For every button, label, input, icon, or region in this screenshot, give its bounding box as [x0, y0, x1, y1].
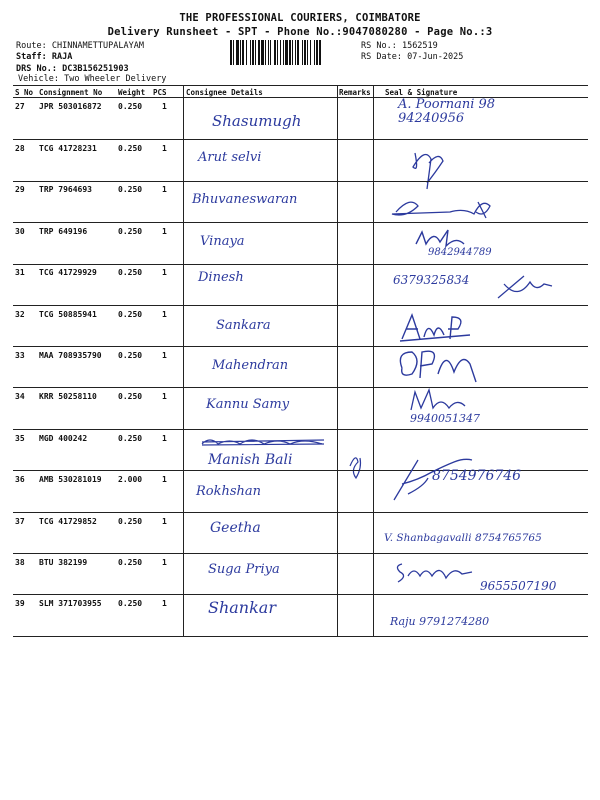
row-consignee: Kannu Samy	[206, 397, 290, 412]
row-consignment: MGD 400242	[39, 434, 88, 443]
row-consignee: Bhuvaneswaran	[192, 192, 298, 207]
row-pcs: 1	[162, 227, 167, 236]
row-sno: 28	[15, 144, 25, 153]
staff-value: RAJA	[51, 52, 73, 62]
row-rule	[13, 346, 588, 347]
row-sno: 31	[15, 268, 25, 277]
rs-no-value: 1562519	[401, 41, 438, 51]
row-sno: 33	[15, 351, 25, 360]
row-seal-text: Raju 9791274280	[390, 615, 490, 628]
row-sno: 39	[15, 599, 25, 608]
drs-value: DC3B156251903	[62, 64, 129, 74]
row-rule	[13, 139, 588, 140]
rs-no-line	[361, 41, 438, 51]
row-pcs: 1	[162, 351, 167, 360]
signature-scribble	[390, 190, 510, 224]
row-rule	[13, 429, 588, 430]
row-weight: 0.250	[118, 144, 143, 153]
row-consignment: JPR 503016872	[39, 102, 102, 111]
signature-scribble	[392, 344, 484, 388]
barcode	[230, 40, 352, 65]
row-pcs: 1	[162, 599, 167, 608]
table-bottom-rule	[13, 636, 588, 637]
row-consignee: Suga Priya	[208, 562, 280, 577]
row-weight: 0.250	[118, 558, 143, 567]
drs-label: DRS No.:	[16, 64, 57, 74]
struck-out-name	[200, 434, 330, 450]
row-seal-text: 9940051347	[410, 412, 480, 425]
row-weight: 0.250	[118, 392, 143, 401]
row-rule	[13, 222, 588, 223]
row-consignee: Geetha	[210, 520, 261, 536]
row-consignee: Mahendran	[212, 358, 289, 373]
signature-scribble	[398, 311, 474, 343]
rs-no-label: RS No.:	[361, 41, 397, 51]
row-sno: 37	[15, 517, 25, 526]
row-weight: 0.250	[118, 517, 143, 526]
row-consignment: MAA 708935790	[39, 351, 102, 360]
row-sno: 38	[15, 558, 25, 567]
row-consignment: TCG 41729852	[39, 517, 97, 526]
rs-date-label: RS Date:	[361, 52, 402, 62]
row-rule	[13, 387, 588, 388]
signature-scribble	[494, 272, 558, 302]
row-consignee: Rokhshan	[196, 484, 262, 499]
row-consignment: KRR 50258110	[39, 392, 97, 401]
staff-label: Staff:	[16, 52, 47, 62]
row-weight: 0.250	[118, 434, 143, 443]
row-consignee: Vinaya	[200, 234, 245, 249]
col-consignee: Consignee Details	[186, 88, 263, 97]
row-consignee: Arut selvi	[198, 150, 262, 165]
row-consignment: BTU 382199	[39, 558, 88, 567]
row-seal-text: V. Shanbagavalli 8754765765	[384, 532, 542, 544]
remarks-column-divider-left	[337, 85, 338, 637]
company-title: THE PROFESSIONAL COURIERS, COIMBATORE	[179, 12, 421, 24]
row-pcs: 1	[162, 392, 167, 401]
row-weight: 0.250	[118, 351, 143, 360]
row-consignment: AMB 530281019	[39, 475, 102, 484]
runsheet-subtitle: Delivery Runsheet - SPT - Phone No.:9047080280 - Page No.:3	[107, 26, 493, 38]
row-pcs: 1	[162, 144, 167, 153]
row-sno: 35	[15, 434, 25, 443]
row-rule	[13, 553, 588, 554]
row-weight: 0.250	[118, 268, 143, 277]
row-consignee: Shankar	[208, 598, 276, 617]
signature-scribble	[405, 386, 475, 414]
row-seal-text: 8754976746	[432, 468, 522, 484]
signature-scribble	[392, 556, 478, 584]
vehicle-line	[18, 74, 166, 84]
signature-scribble	[405, 143, 455, 193]
row-seal-text: A. Poornani 98 94240956	[398, 97, 496, 126]
row-pcs: 1	[162, 434, 167, 443]
route-line	[16, 41, 144, 51]
rs-date-line	[361, 52, 463, 62]
col-seal: Seal & Signature	[385, 88, 458, 97]
row-rule	[13, 512, 588, 513]
row-consignment: SLM 371703955	[39, 599, 102, 608]
row-weight: 0.250	[118, 227, 143, 236]
row-pcs: 1	[162, 558, 167, 567]
row-rule	[13, 264, 588, 265]
row-weight: 0.250	[118, 185, 143, 194]
row-consignee: Manish Bali	[208, 452, 293, 468]
row-pcs: 1	[162, 517, 167, 526]
row-consignment: TRP 649196	[39, 227, 88, 236]
vehicle-value: Two Wheeler Delivery	[64, 74, 167, 84]
row-sno: 34	[15, 392, 25, 401]
row-sno: 32	[15, 310, 25, 319]
row-pcs: 1	[162, 102, 167, 111]
row-consignment: TCG 50885941	[39, 310, 97, 319]
row-seal-text: 9842944789	[428, 247, 492, 258]
row-consignment: TCG 41728231	[39, 144, 97, 153]
row-pcs: 1	[162, 310, 167, 319]
table-top-rule	[13, 85, 588, 86]
row-consignee: Shasumugh	[212, 112, 302, 130]
row-sno: 27	[15, 102, 25, 111]
col-weight: Weight	[118, 88, 146, 97]
row-rule	[13, 594, 588, 595]
row-sno: 30	[15, 227, 25, 236]
remarks-column-divider-right	[373, 85, 374, 637]
col-consignment: Consignment No	[39, 88, 103, 97]
row-consignee: Dinesh	[198, 270, 244, 285]
rs-date-value: 07-Jun-2025	[407, 52, 464, 62]
row-rule	[13, 305, 588, 306]
row-pcs: 1	[162, 185, 167, 194]
staff-line	[16, 52, 72, 62]
row-consignee: Sankara	[216, 318, 271, 333]
col-remarks: Remarks	[339, 88, 371, 97]
row-weight: 0.250	[118, 310, 143, 319]
row-weight: 2.000	[118, 475, 143, 484]
row-sno: 36	[15, 475, 25, 484]
row-seal-text: 6379325834	[393, 273, 470, 287]
check-mark	[346, 448, 366, 482]
col-sno: S No	[15, 88, 34, 97]
drs-line	[16, 64, 129, 74]
row-sno: 29	[15, 185, 25, 194]
row-weight: 0.250	[118, 599, 143, 608]
row-consignment: TRP 7964693	[39, 185, 92, 194]
row-consignment: TCG 41729929	[39, 268, 97, 277]
route-value: CHINNAMETTUPALAYAM	[51, 41, 144, 51]
row-weight: 0.250	[118, 102, 143, 111]
row-seal-text: 9655507190	[480, 579, 557, 593]
col-pcs: PCS	[153, 88, 167, 97]
consignee-column-divider	[183, 85, 184, 637]
row-rule	[13, 181, 588, 182]
route-label: Route:	[16, 41, 47, 51]
row-pcs: 1	[162, 268, 167, 277]
vehicle-label: Vehicle:	[18, 74, 59, 84]
row-pcs: 1	[162, 475, 167, 484]
